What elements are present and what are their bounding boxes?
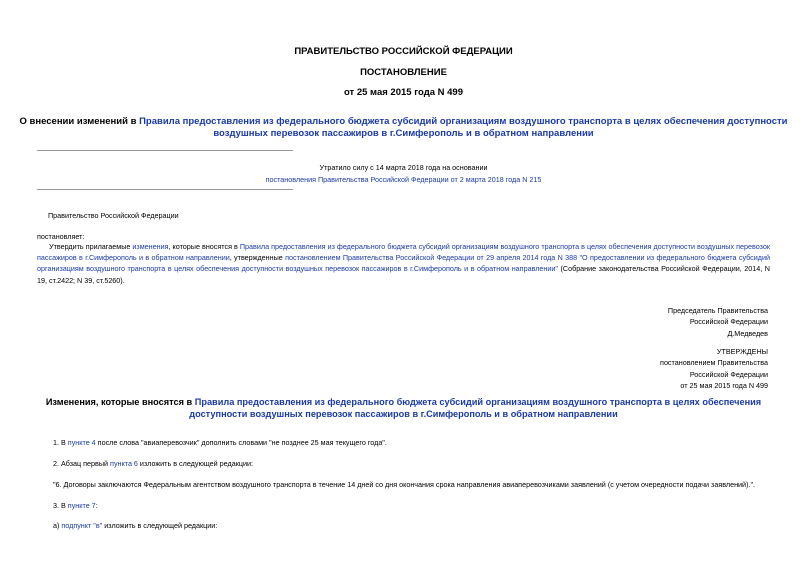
approved-date: от 25 мая 2015 года N 499 [680, 380, 768, 390]
item-2 [53, 459, 253, 468]
resolution-paragraph [37, 241, 770, 286]
item-3-text-a: 3. В [53, 501, 68, 510]
changes-title-prefix: Изменения, которые вносятся в [45, 397, 195, 407]
item-3a [53, 521, 217, 530]
item-1-link[interactable]: пункте 4 [67, 438, 96, 447]
approved-block [660, 346, 768, 391]
document-title [0, 116, 807, 140]
body-text-1: Утвердить прилагаемые [49, 242, 133, 251]
rules-link[interactable]: Правила предоставления из федерального бюджета субсидий организациям воздушного транспорта в целях обеспечения доступности воздушных перевозок пассажиров в г.Симферополь и в обратном направлении [37, 242, 770, 263]
changes-title [0, 397, 807, 420]
item-2-text-a: 2. Абзац первый [53, 459, 111, 468]
item-3a-text-a: а) [53, 521, 62, 530]
decree-388-link[interactable]: постановлением Правительства Российской Федерации от 29 апреля 2014 года N 388 "О предоставлении из федерального бюджета субсидий организациям воздушного транспорта в целях обеспечения доступности воздушных перевозок пассажиров в г.Симферополь и в обратном направлении" [37, 253, 770, 274]
item-2-link[interactable]: пункта 6 [110, 459, 138, 468]
body-text-3: , утвержденные [229, 253, 286, 263]
item-3-link[interactable]: пункте 7 [67, 501, 96, 510]
item-3 [53, 501, 98, 510]
divider-top [37, 150, 293, 151]
signature-block [668, 305, 768, 339]
item-2-quote: "6. Договоры заключаются Федеральным агентством воздушного транспорта в течение 14 дней со дня окончания срока направления авиаперевозчиками заявлений (с учетом очередности подачи заявлений).". [53, 480, 756, 489]
changes-title-rules-link-line2[interactable]: доступности воздушных перевозок пассажиров в г.Симферополь и в обратном направлении [189, 408, 618, 419]
approved-line-2: постановлением Правительства [660, 358, 768, 368]
item-1 [53, 438, 387, 447]
document-type: ПОСТАНОВЛЕНИЕ [360, 67, 447, 78]
item-3a-link[interactable]: подпункт "в" [61, 521, 103, 530]
item-1-text-a: 1. В [53, 438, 68, 447]
title-rules-link-line2[interactable]: воздушных перевозок пассажиров в г.Симферополь и в обратном направлении [213, 128, 594, 139]
item-3-text-b: : [95, 501, 98, 510]
title-prefix: О внесении изменений в [19, 116, 140, 127]
signature-org: Российской Федерации [689, 317, 768, 327]
validity-note: Утратило силу с 14 марта 2018 года на основании [319, 163, 488, 172]
item-2-text-b: изложить в следующей редакции: [137, 459, 253, 468]
item-3a-text-b: изложить в следующей редакции: [102, 521, 218, 530]
divider-bottom [37, 189, 293, 190]
body-text-4: (Собрание законодательства Российской Федерации, 2014, N 19, ст.2422; N 39, ст.5260). [37, 264, 770, 285]
signature-name: Д.Медведев [727, 328, 768, 338]
government-heading: ПРАВИТЕЛЬСТВО РОССИЙСКОЙ ФЕДЕРАЦИИ [294, 46, 513, 57]
item-1-text-b: после слова "авиаперевозчик" дополнить словами "не позднее 25 мая текущего года". [95, 438, 387, 447]
signature-position: Председатель Правительства [667, 306, 768, 315]
approved-line-3: Российской Федерации [689, 369, 768, 379]
preamble-resolves: постановляет: [37, 232, 85, 241]
changes-title-rules-link[interactable]: Правила предоставления из федерального бюджета субсидий организациям воздушного транспорта в целях обеспечения [194, 397, 762, 407]
body-text-2: , которые вносятся в [168, 242, 240, 251]
approved-heading: УТВЕРЖДЕНЫ [716, 347, 768, 356]
preamble-government: Правительство Российской Федерации [48, 211, 179, 220]
document-date-number: от 25 мая 2015 года N 499 [343, 87, 464, 98]
changes-link[interactable]: изменения [132, 242, 169, 251]
title-rules-link[interactable]: Правила предоставления из федерального бюджета субсидий организациям воздушного транспорта в целях обеспечения доступности [139, 116, 788, 127]
validity-decree-link[interactable]: постановления Правительства Российской Федерации от 2 марта 2018 года N 215 [265, 175, 542, 184]
